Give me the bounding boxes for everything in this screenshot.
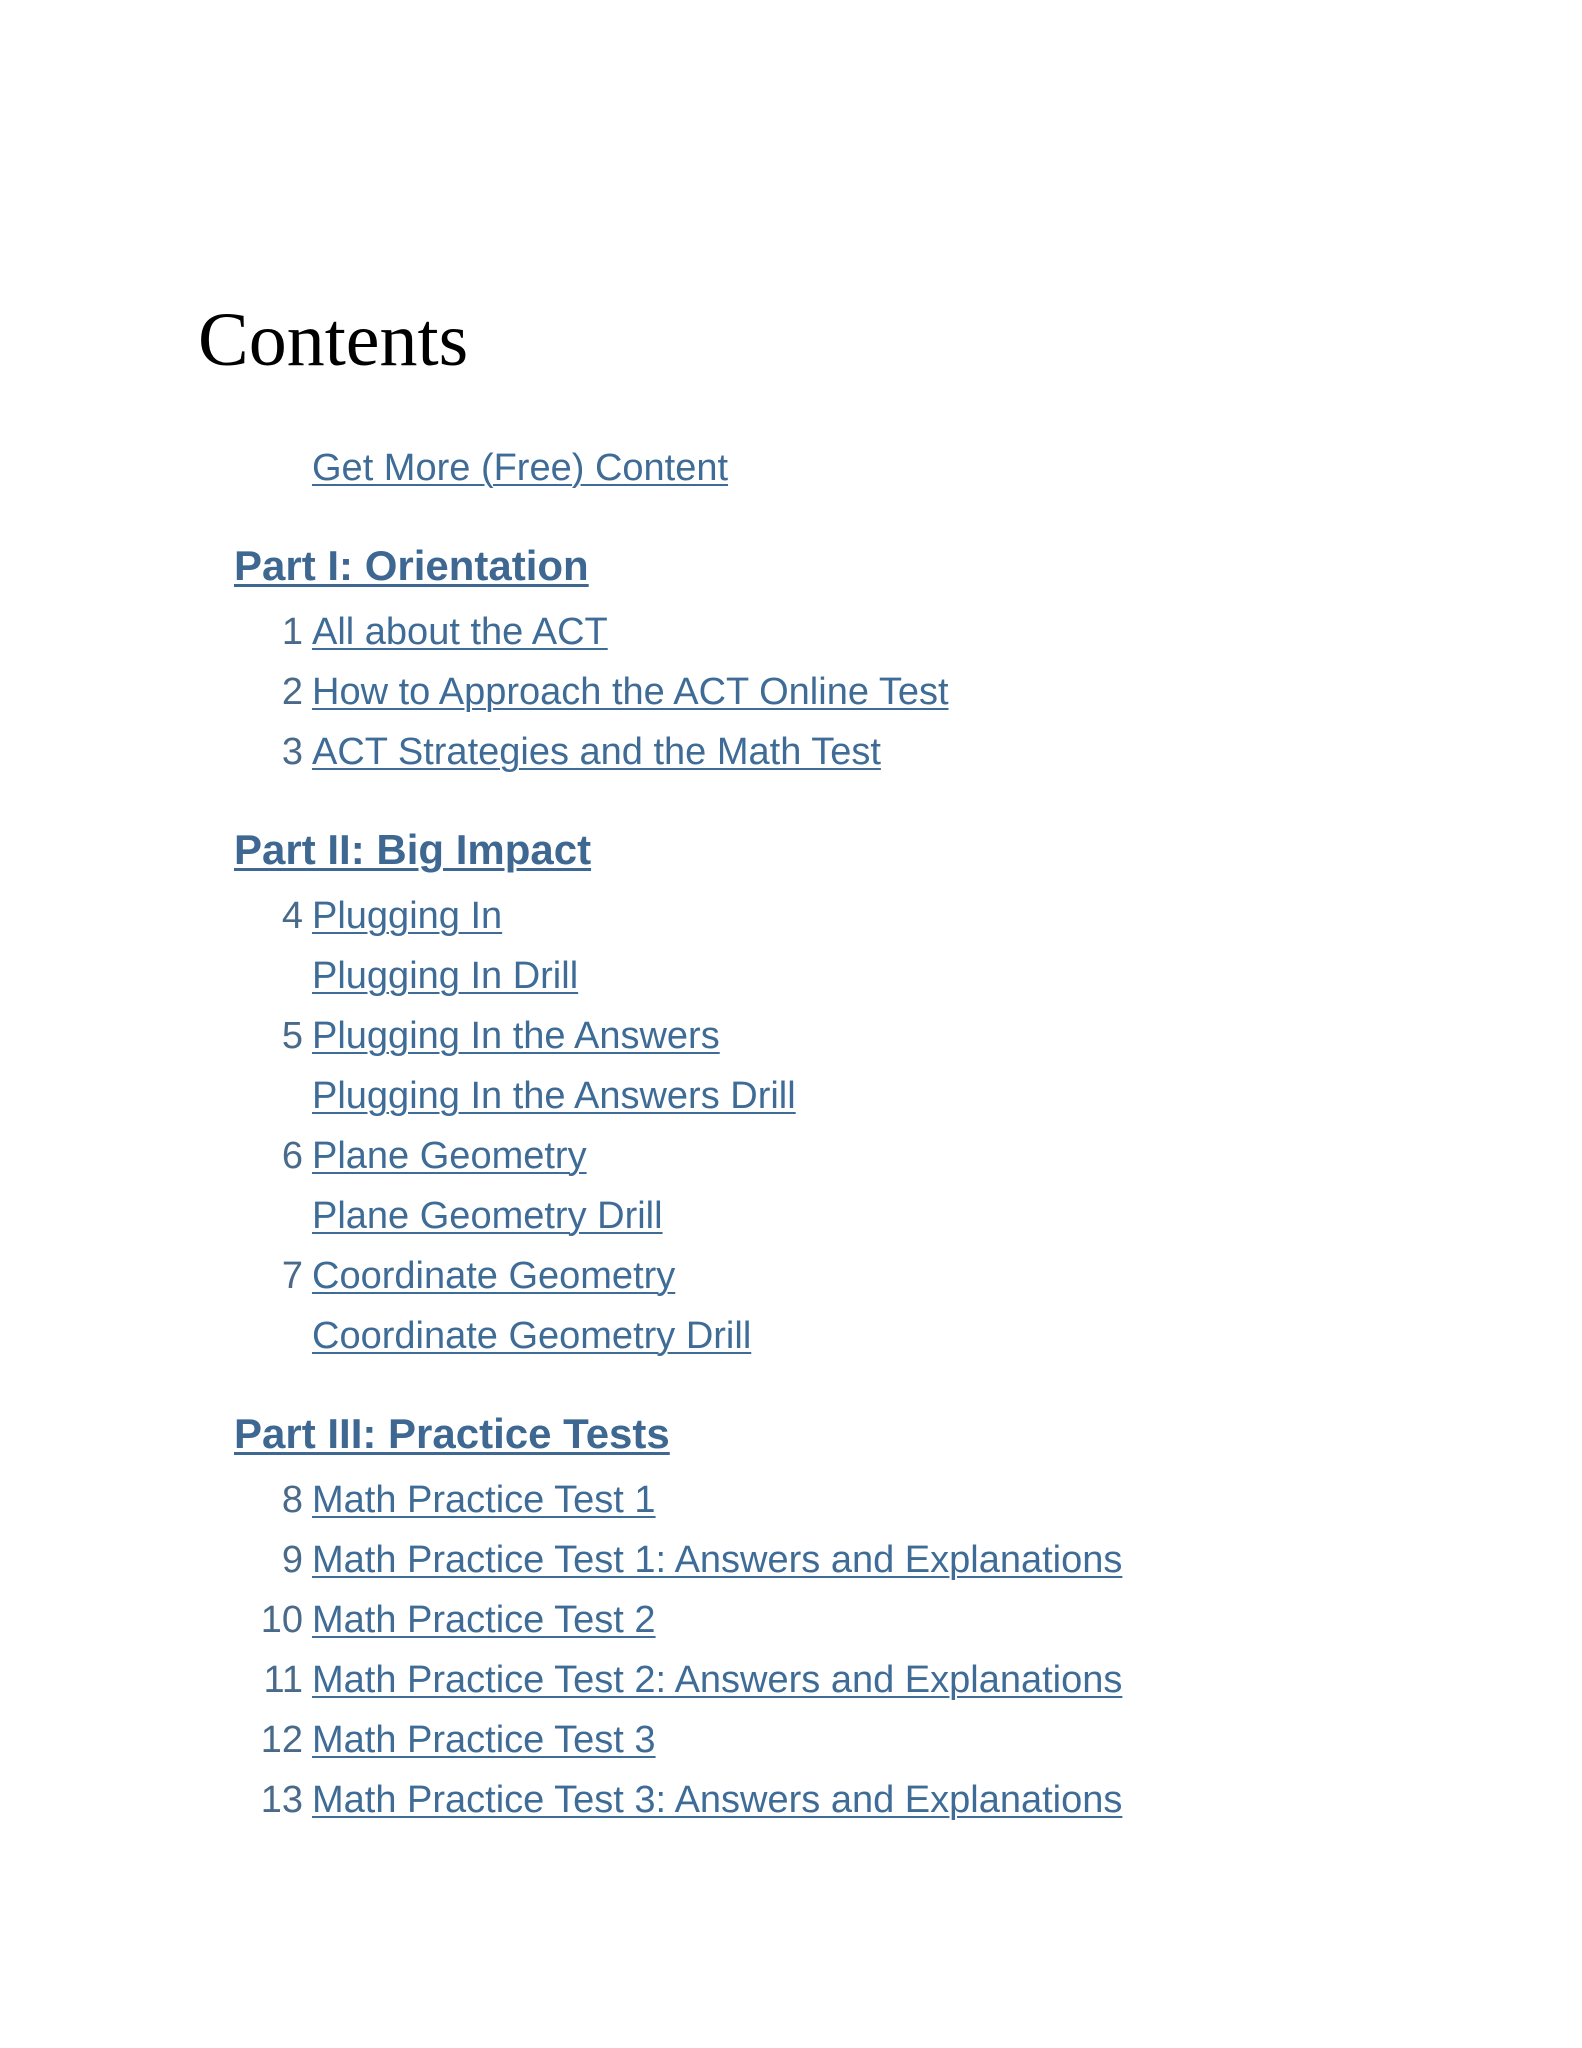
toc-link-get-more-content[interactable]: Get More (Free) Content <box>312 446 729 489</box>
toc-entry <box>0 1186 663 1246</box>
toc-entry <box>0 662 949 722</box>
toc-entry <box>0 1650 1122 1710</box>
toc-entry-number: 3 <box>281 730 303 773</box>
toc-entry <box>0 886 502 946</box>
toc-link[interactable]: Plugging In the Answers <box>312 1014 720 1057</box>
toc-link[interactable]: How to Approach the ACT Online Test <box>312 670 949 713</box>
toc-link[interactable]: Math Practice Test 1 <box>312 1478 656 1521</box>
toc-entry <box>0 1590 656 1650</box>
part-heading-1 <box>234 536 589 596</box>
toc-entry <box>0 1470 656 1530</box>
toc-link[interactable]: Math Practice Test 2: Answers and Explanations <box>312 1658 1123 1701</box>
part-heading-2 <box>234 820 591 880</box>
part-link-practice-tests[interactable]: Part III: Practice Tests <box>234 1410 670 1457</box>
toc-entry-intro <box>0 438 728 498</box>
toc-entry-number: 8 <box>281 1478 303 1521</box>
toc-link[interactable]: ACT Strategies and the Math Test <box>312 730 881 773</box>
toc-link[interactable]: Plugging In <box>312 894 503 937</box>
toc-link[interactable]: Math Practice Test 3 <box>312 1718 656 1761</box>
toc-entry-number: 13 <box>260 1778 303 1821</box>
toc-entry <box>0 1126 587 1186</box>
toc-entry <box>0 1530 1122 1590</box>
toc-entry-number: 11 <box>263 1658 303 1701</box>
toc-link[interactable]: All about the ACT <box>312 610 608 653</box>
toc-link[interactable]: Coordinate Geometry <box>312 1254 676 1297</box>
part-link-big-impact[interactable]: Part II: Big Impact <box>234 826 592 873</box>
toc-entry-number: 5 <box>281 1014 303 1057</box>
toc-link[interactable]: Plane Geometry Drill <box>312 1194 663 1237</box>
toc-link[interactable]: Math Practice Test 2 <box>312 1598 656 1641</box>
toc-entry <box>0 1306 751 1366</box>
toc-entry-number: 7 <box>281 1254 303 1297</box>
toc-entry <box>0 946 578 1006</box>
toc-entry-number: 6 <box>281 1134 303 1177</box>
toc-entry-number: 4 <box>281 894 303 937</box>
toc-link[interactable]: Coordinate Geometry Drill <box>312 1314 752 1357</box>
toc-link[interactable]: Plugging In the Answers Drill <box>312 1074 796 1117</box>
toc-link[interactable]: Math Practice Test 1: Answers and Explanations <box>312 1538 1123 1581</box>
toc-link[interactable]: Math Practice Test 3: Answers and Explanations <box>312 1778 1123 1821</box>
toc-entry <box>0 722 881 782</box>
toc-entry <box>0 1770 1122 1830</box>
page-title: Contents <box>198 298 469 382</box>
toc-link[interactable]: Plane Geometry <box>312 1134 587 1177</box>
part-link-orientation[interactable]: Part I: Orientation <box>234 542 589 589</box>
toc-entry <box>0 1006 720 1066</box>
part-heading-3 <box>234 1404 670 1464</box>
toc-link[interactable]: Plugging In Drill <box>312 954 579 997</box>
toc-entry-number: 12 <box>260 1718 303 1761</box>
toc-entry <box>0 602 608 662</box>
toc-entry <box>0 1066 796 1126</box>
toc-entry-number: 2 <box>281 670 303 713</box>
toc-entry-number: 9 <box>281 1538 303 1581</box>
toc-entry <box>0 1710 656 1770</box>
toc-entry <box>0 1246 675 1306</box>
toc-entry-number: 10 <box>260 1598 303 1641</box>
toc-entry-number: 1 <box>281 610 303 653</box>
